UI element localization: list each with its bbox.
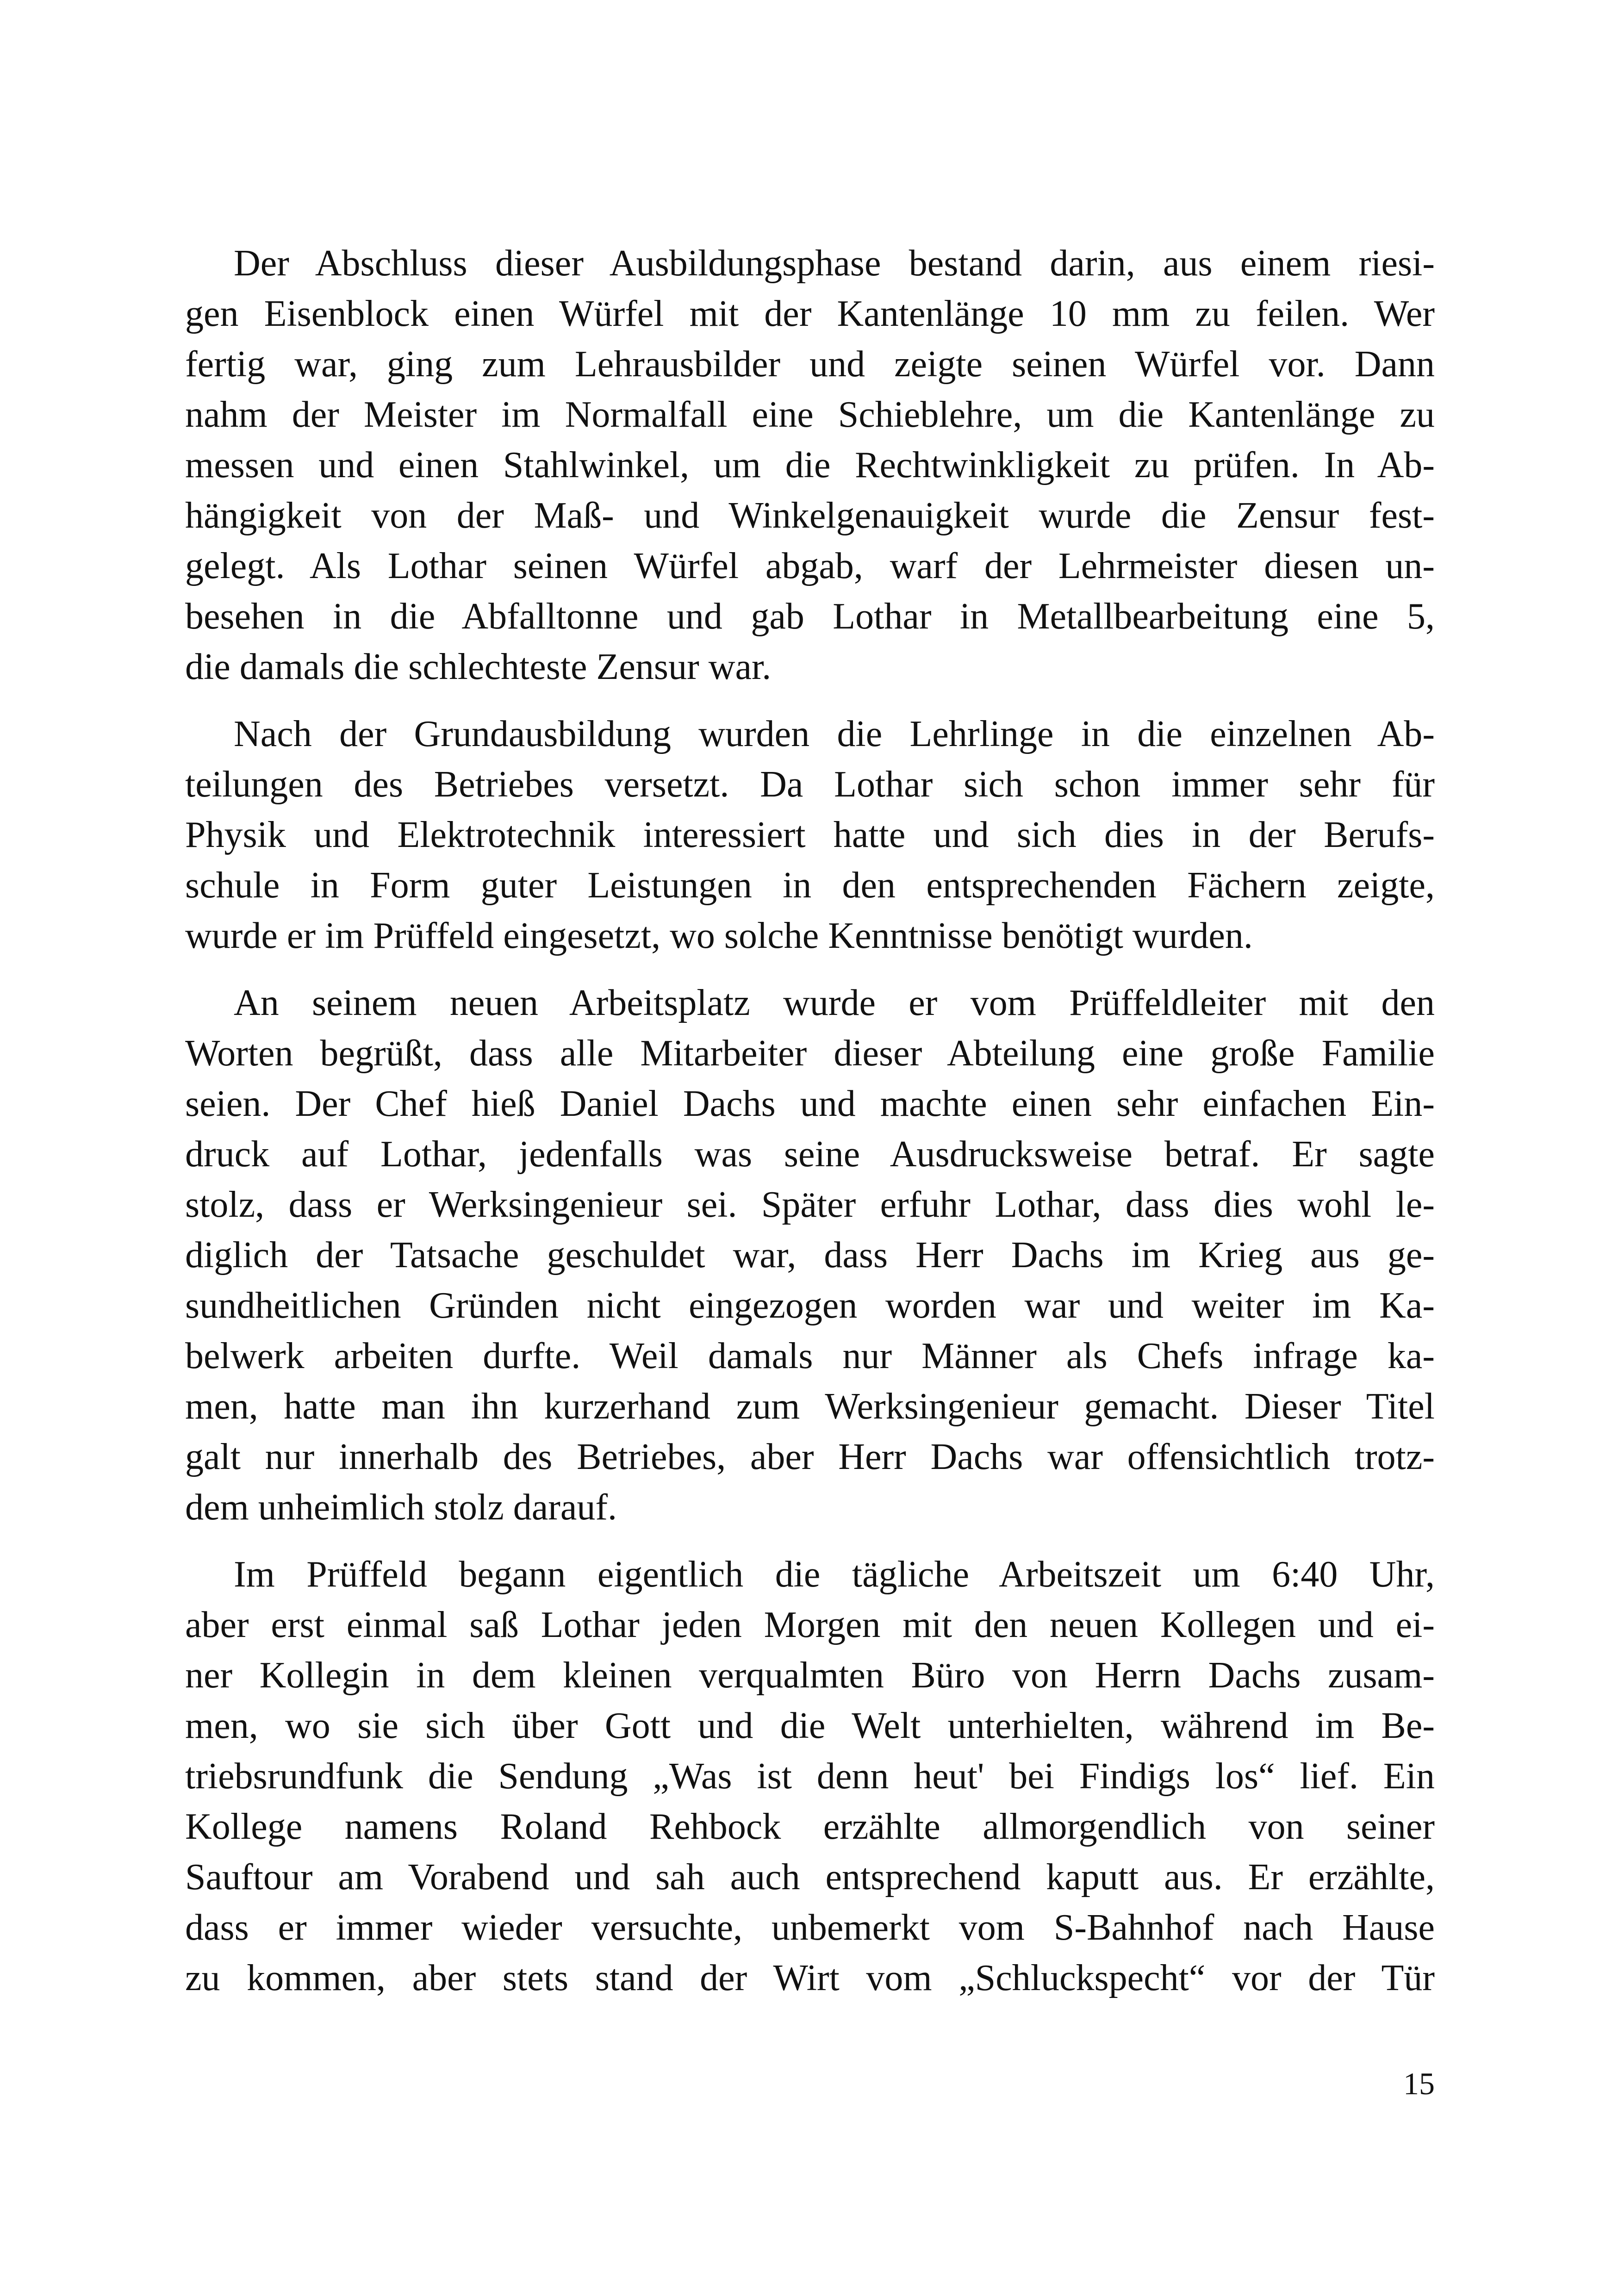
paragraph-3-line-2: Worten begrüßt, dass alle Mitarbeiter dieser Abteilung eine große Familie <box>185 1033 1435 1074</box>
paragraph-3-line-4: druck auf Lothar, jedenfalls was seine Ausdrucksweise betraf. Er sagte <box>185 1134 1435 1175</box>
page-number: 15 <box>1403 2066 1435 2101</box>
paragraph-1-line-9: die damals die schlechteste Zensur war. <box>185 647 772 687</box>
paragraph-1-line-3: fertig war, ging zum Lehrausbilder und zeigte seinen Würfel vor. Dann <box>185 344 1435 385</box>
paragraph-4-line-3: ner Kollegin in dem kleinen verqualmten Büro von Herrn Dachs zusam- <box>185 1655 1435 1696</box>
paragraph-3-line-5: stolz, dass er Werksingenieur sei. Später erfuhr Lothar, dass dies wohl le- <box>185 1184 1435 1225</box>
paragraph-3-line-10: galt nur innerhalb des Betriebes, aber Herr Dachs war offensichtlich trotz- <box>185 1437 1435 1477</box>
paragraph-4-line-2: aber erst einmal saß Lothar jeden Morgen mit den neuen Kollegen und ei- <box>185 1605 1435 1645</box>
paragraph-1-line-2: gen Eisenblock einen Würfel mit der Kantenlänge 10 mm zu feilen. Wer <box>185 293 1435 334</box>
paragraph-3-line-1: An seinem neuen Arbeitsplatz wurde er vom Prüffeldleiter mit den <box>234 983 1435 1023</box>
paragraph-1-line-4: nahm der Meister im Normalfall eine Schieblehre, um die Kantenlänge zu <box>185 394 1435 435</box>
paragraph-4-line-9: zu kommen, aber stets stand der Wirt vom „Schluckspecht“ vor der Tür <box>185 1958 1435 1998</box>
paragraph-2-line-5: wurde er im Prüffeld eingesetzt, wo solche Kenntnisse benötigt wurden. <box>185 915 1253 956</box>
body-text <box>185 238 1435 2004</box>
paragraph-4-line-8: dass er immer wieder versuchte, unbemerkt vom S-Bahnhof nach Hause <box>185 1907 1435 1948</box>
paragraph-1-line-1: Der Abschluss dieser Ausbildungsphase bestand darin, aus einem riesi- <box>234 243 1435 284</box>
paragraph-3-line-9: men, hatte man ihn kurzerhand zum Werksingenieur gemacht. Dieser Titel <box>185 1386 1435 1427</box>
paragraph-1-line-7: gelegt. Als Lothar seinen Würfel abgab, warf der Lehrmeister diesen un- <box>185 546 1435 586</box>
paragraph-1-line-8: besehen in die Abfalltonne und gab Lothar in Metallbearbeitung eine 5, <box>185 596 1435 637</box>
paragraph-4-line-7: Sauftour am Vorabend und sah auch entsprechend kaputt aus. Er erzählte, <box>185 1857 1435 1898</box>
paragraph-2-line-2: teilungen des Betriebes versetzt. Da Lothar sich schon immer sehr für <box>185 764 1435 805</box>
paragraph-3-line-3: seien. Der Chef hieß Daniel Dachs und machte einen sehr einfachen Ein- <box>185 1083 1435 1124</box>
paragraph-1-line-6: hängigkeit von der Maß- und Winkelgenauigkeit wurde die Zensur fest- <box>185 495 1435 536</box>
paragraph-2-line-3: Physik und Elektrotechnik interessiert hatte und sich dies in der Berufs- <box>185 815 1435 855</box>
paragraph-gap <box>185 1533 1435 1549</box>
paragraph-3-line-7: sundheitlichen Gründen nicht eingezogen worden war und weiter im Ka- <box>185 1285 1435 1326</box>
paragraph-4-line-6: Kollege namens Roland Rehbock erzählte allmorgendlich von seiner <box>185 1806 1435 1847</box>
paragraph-3-line-6: diglich der Tatsache geschuldet war, dass Herr Dachs im Krieg aus ge- <box>185 1235 1435 1276</box>
paragraph-4-line-1: Im Prüffeld begann eigentlich die tägliche Arbeitszeit um 6:40 Uhr, <box>234 1554 1435 1595</box>
paragraph-4-line-5: triebsrundfunk die Sendung „Was ist denn heut' bei Findigs los“ lief. Ein <box>185 1756 1435 1797</box>
paragraph-1-line-5: messen und einen Stahlwinkel, um die Rechtwinkligkeit zu prüfen. In Ab- <box>185 445 1435 485</box>
paragraph-gap <box>185 961 1435 978</box>
paragraph-4-line-4: men, wo sie sich über Gott und die Welt unterhielten, während im Be- <box>185 1705 1435 1746</box>
paragraph-3-line-11: dem unheimlich stolz darauf. <box>185 1487 617 1528</box>
paragraph-gap <box>185 692 1435 709</box>
paragraph-3-line-8: belwerk arbeiten durfte. Weil damals nur Männer als Chefs infrage ka- <box>185 1336 1435 1376</box>
paragraph-2-line-4: schule in Form guter Leistungen in den entsprechenden Fächern zeigte, <box>185 865 1435 906</box>
paragraph-2-line-1: Nach der Grundausbildung wurden die Lehrlinge in die einzelnen Ab- <box>234 714 1435 754</box>
